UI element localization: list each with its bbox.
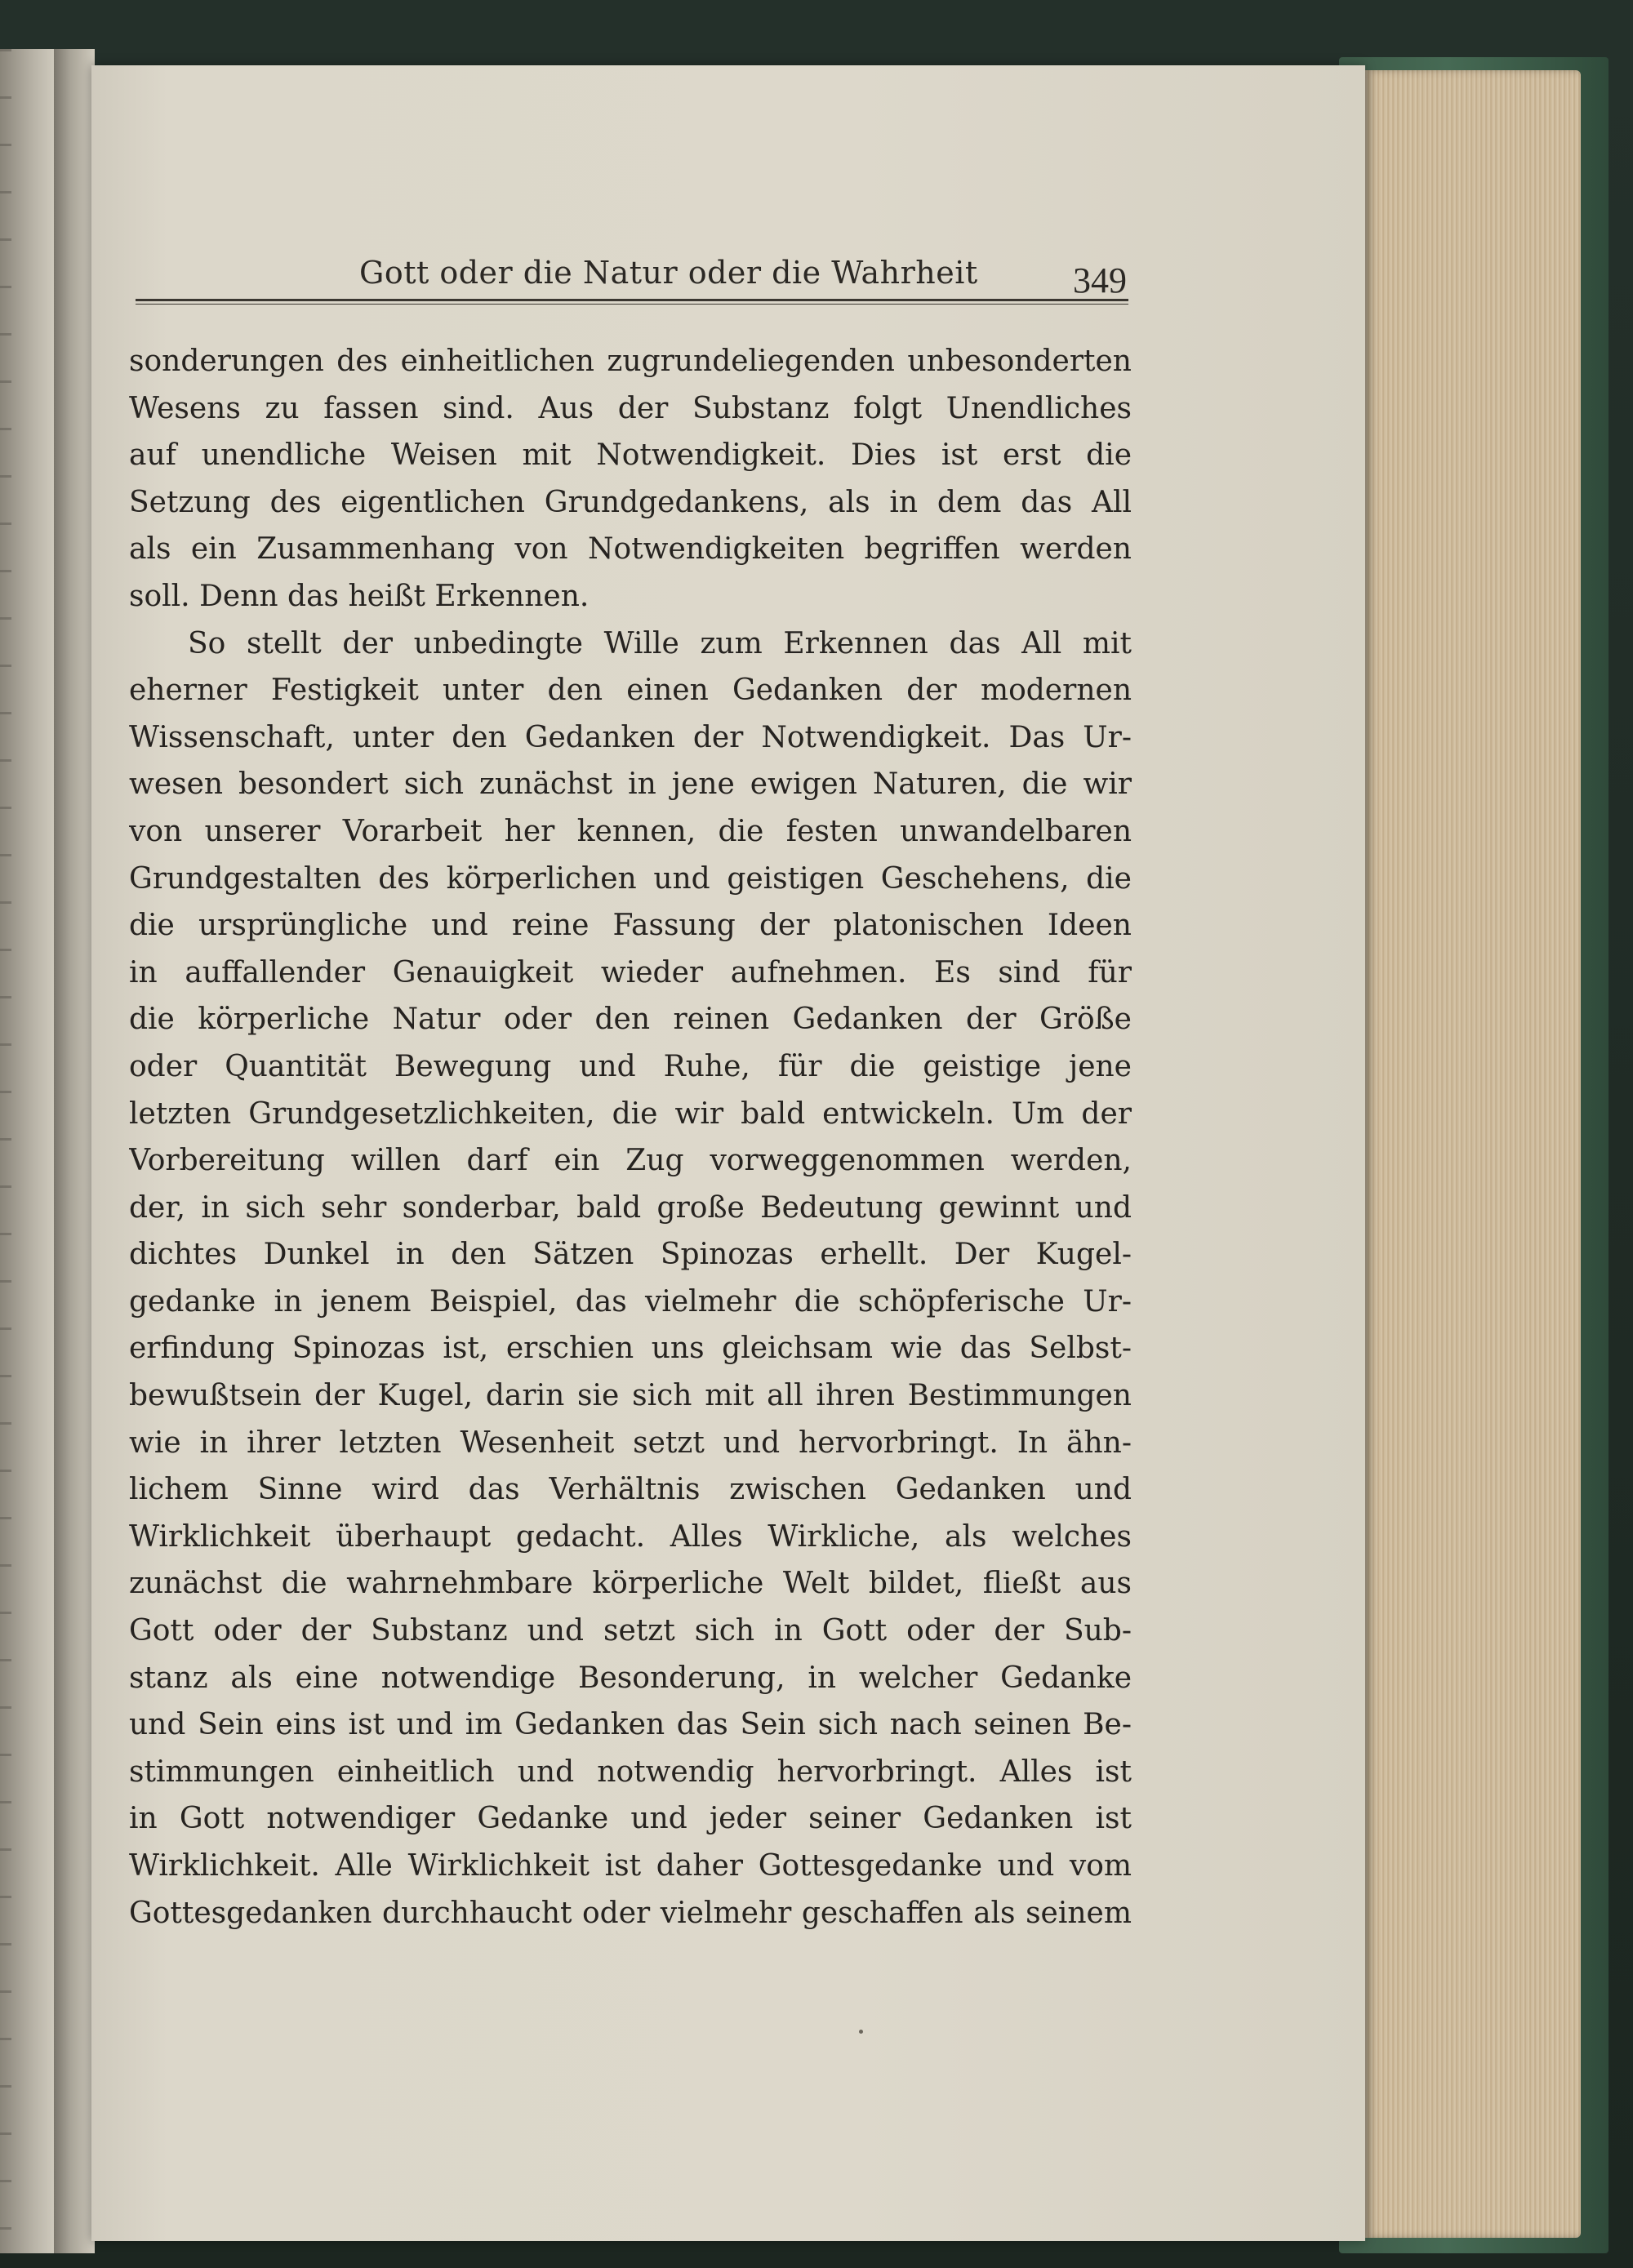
text-line: So stellt der unbedingte Wille zum Erkennen das All mit: [188, 626, 1132, 660]
text-line: letzten Grundgesetzlichkeiten, die wir bald entwickeln. Um der: [129, 1096, 1132, 1131]
page-number: 349: [1073, 260, 1127, 300]
text-line: zunächst die wahrnehmbare körperliche Welt bildet, fließt aus: [129, 1567, 1132, 1601]
page-block-edges: [1365, 70, 1581, 2238]
paper-speck: [859, 2030, 863, 2034]
text-line: und Sein eins ist und im Gedanken das Sein sich nach seinen Be-: [129, 1708, 1132, 1742]
text-line: in auffallender Genauigkeit wieder aufnehmen. Es sind für: [129, 955, 1132, 989]
text-line: auf unendliche Weisen mit Notwendigkeit. Dies ist erst die: [129, 438, 1132, 473]
text-line: sonderungen des einheitlichen zugrundeliegenden unbesonderten: [129, 345, 1132, 378]
text-line: der, in sich sehr sonderbar, bald große Bedeutung gewinnt und: [129, 1190, 1132, 1225]
text-line: lichem Sinne wird das Verhältnis zwischen Gedanken und: [129, 1473, 1132, 1507]
header-rule-thick: [136, 299, 1128, 305]
text-line: stimmungen einheitlich und notwendig hervorbringt. Alles ist: [129, 1754, 1132, 1789]
text-line: erfindung Spinozas ist, erschien uns gleichsam wie das Selbst-: [129, 1332, 1132, 1366]
text-line: die körperliche Natur oder den reinen Gedanken der Größe: [129, 1003, 1132, 1037]
text-line: eherner Festigkeit unter den einen Gedanken der modernen: [129, 674, 1132, 708]
running-title: Gott oder die Natur oder die Wahrheit: [359, 255, 978, 291]
left-page-text-fragment: [0, 49, 11, 2253]
text-line: oder Quantität Bewegung und Ruhe, für die geistige jene: [129, 1049, 1132, 1083]
text-line: Setzung des eigentlichen Grundgedankens, als in dem das All: [129, 485, 1132, 519]
text-line: in Gott notwendiger Gedanke und jeder seiner Gedanken ist: [129, 1802, 1132, 1836]
text-line: Vorbereitung willen darf ein Zug vorweggenommen werden,: [129, 1144, 1132, 1178]
text-line: Grundgestalten des körperlichen und geistigen Geschehens, die: [129, 861, 1132, 896]
text-line: gedanke in jenem Beispiel, das vielmehr die schöpferische Ur-: [129, 1284, 1132, 1319]
text-line: wesen besondert sich zunächst in jene ewigen Naturen, die wir: [129, 767, 1132, 802]
text-line: Wirklichkeit überhaupt gedacht. Alles Wirkliche, als welches: [129, 1519, 1132, 1554]
text-line: die ursprüngliche und reine Fassung der platonischen Ideen: [129, 909, 1132, 943]
text-line: Wirklichkeit. Alle Wirklichkeit ist daher Gottesgedanke und vom: [129, 1849, 1132, 1883]
text-line: wie in ihrer letzten Wesenheit setzt und hervorbringt. In ähn-: [129, 1425, 1132, 1460]
running-head: [139, 247, 1127, 304]
text-line: Gottesgedanken durchhaucht oder vielmehr geschaffen als seinem: [129, 1896, 1132, 1930]
text-line: bewußtsein der Kugel, darin sie sich mit all ihren Bestimmungen: [129, 1379, 1132, 1413]
text-line: dichtes Dunkel in den Sätzen Spinozas erhellt. Der Kugel-: [129, 1238, 1132, 1272]
text-line: als ein Zusammenhang von Notwendigkeiten begriffen werden: [129, 532, 1132, 567]
body-text: [129, 338, 1132, 1937]
text-line: stanz als eine notwendige Besonderung, in welcher Gedanke: [129, 1661, 1132, 1695]
text-line: soll. Denn das heißt Erkennen.: [129, 579, 590, 613]
text-line: von unserer Vorarbeit her kennen, die festen unwandelbaren: [129, 814, 1132, 848]
book-gutter: [54, 49, 95, 2253]
text-line: Wissenschaft, unter den Gedanken der Notwendigkeit. Das Ur-: [129, 720, 1132, 754]
text-line: Wesens zu fassen sind. Aus der Substanz folgt Unendliches: [129, 391, 1132, 425]
text-line: Gott oder der Substanz und setzt sich in Gott oder der Sub-: [129, 1614, 1132, 1648]
